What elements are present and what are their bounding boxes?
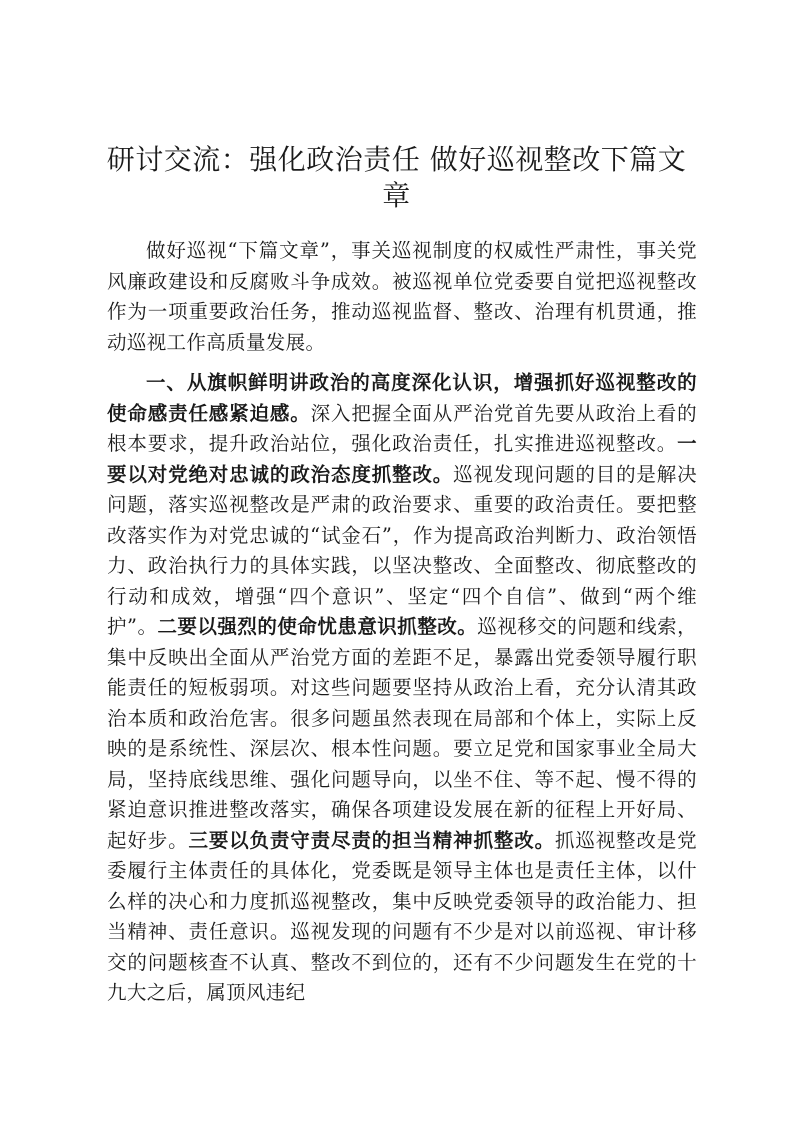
document-title: 研讨交流：强化政治责任 做好巡视整改下篇文章 <box>106 143 687 212</box>
section-1-point-3: 三要以负责守责尽责的担当精神抓整改。 <box>188 828 555 852</box>
document-body <box>107 236 697 1009</box>
section-1-text-3: 巡视移交的问题和线索，集中反映出全面从严治党方面的差距不足，暴露出党委领导履行职能责任的短板弱项。对这些问题要坚持从政治上看，充分认清其政治本质和政治危害。很多问题虽然表现在局部和个体上，实际上反映的是系统性、深层次、根本性问题。要立足党和国家事业全局大局，坚持底线思维、强化问题导向，以坐不住、等不起、慢不得的紧迫意识推进整改落实，确保各项建设发展在新的征程上开好局、起好步。 <box>107 615 697 852</box>
section-1-text-4: 抓巡视整改是党委履行主体责任的具体化，党委既是领导主体也是责任主体，以什么样的决心和力度抓巡视整改，集中反映党委领导的政治能力、担当精神、责任意识。巡视发现的问题有不少是对以前巡视、审计移交的问题核查不认真、整改不到位的，还有不少问题发生在党的十九大之后，属顶风违纪 <box>107 828 697 1004</box>
section-1-point-1: 一要以对党绝对忠诚的政治态度抓整改。 <box>107 432 697 486</box>
section-1-text-2: 巡视发现问题的目的是解决问题，落实巡视整改是严肃的政治要求、重要的政治责任。要把整改落实作为对党忠诚的“试金石”，作为提高政治判断力、政治领悟力、政治执行力的具体实践，以坚决整改、全面整改、彻底整改的行动和成效，增强“四个意识”、坚定“四个自信”、做到“两个维护”。 <box>107 462 698 638</box>
section-1-heading: 一、从旗帜鲜明讲政治的高度深化认识，增强抓好巡视整改的使命感责任感紧迫感。 <box>107 371 697 425</box>
section-1-text-1: 深入把握全面从严治党首先要从政治上看的根本要求，提升政治站位，强化政治责任，扎实推进巡视整改。 <box>107 401 697 455</box>
intro-paragraph: 做好巡视“下篇文章”，事关巡视制度的权威性严肃性，事关党风廉政建设和反腐败斗争成效。被巡视单位党委要自觉把巡视整改作为一项重要政治任务，推动巡视监督、整改、治理有机贯通，推动巡视工作高质量发展。 <box>107 239 697 354</box>
section-1-paragraph <box>107 368 697 1009</box>
section-1-point-2: 二要以强烈的使命忧患意识抓整改。 <box>157 615 478 638</box>
